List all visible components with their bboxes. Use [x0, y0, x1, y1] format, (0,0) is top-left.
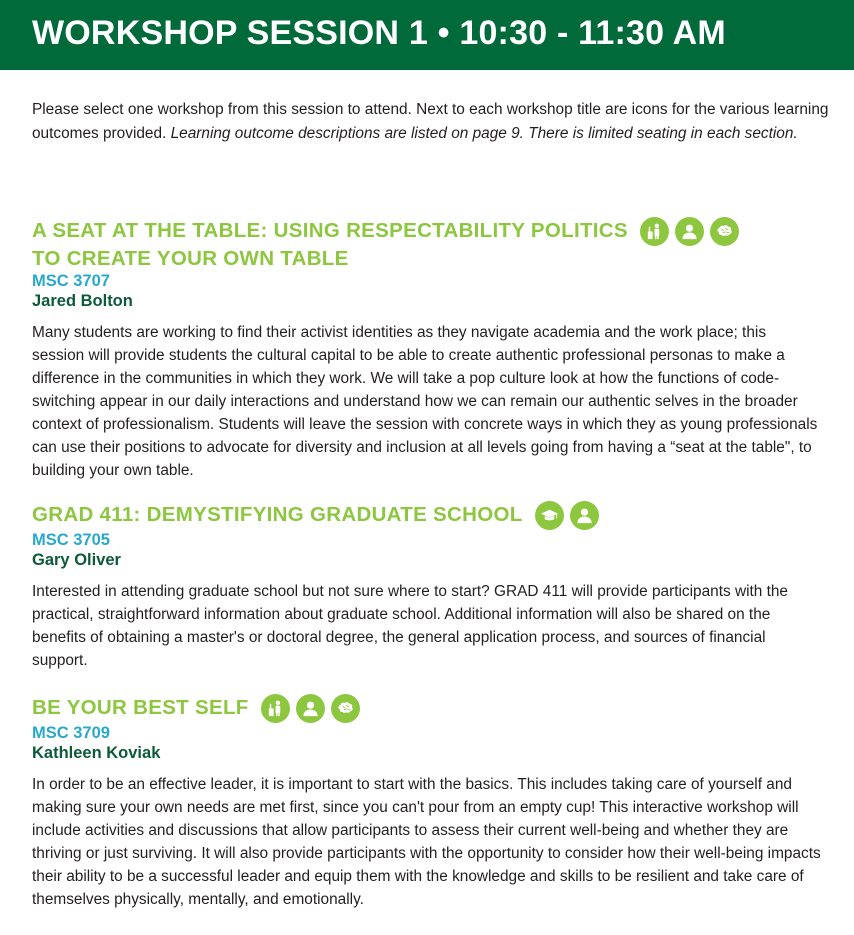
person-icon	[675, 217, 704, 246]
room-number: MSC 3705	[32, 531, 110, 549]
intro-paragraph	[32, 98, 832, 146]
outcome-icons	[640, 217, 739, 246]
presenter-name: Jared Bolton	[32, 292, 133, 310]
brain-icon	[710, 217, 739, 246]
outcome-icons	[261, 694, 360, 723]
outcome-icons	[535, 501, 599, 530]
workshop-title-line: A SEAT AT THE TABLE: USING RESPECTABILITY POLITICS	[32, 219, 628, 242]
page-title: WORKSHOP SESSION 1 • 10:30 - 11:30 AM	[32, 14, 726, 52]
graduation-cap-icon	[535, 501, 564, 530]
intro-emphasis: Learning outcome descriptions are listed on page 9. There is limited seating in each section.	[170, 125, 798, 142]
leadership-icon	[261, 694, 290, 723]
workshop-title	[32, 694, 832, 723]
room-number: MSC 3709	[32, 724, 110, 742]
workshop-title-line: GRAD 411: DEMYSTIFYING GRADUATE SCHOOL	[32, 503, 523, 526]
workshop-title-line: TO CREATE YOUR OWN TABLE	[32, 247, 349, 270]
presenter-name: Gary Oliver	[32, 551, 121, 569]
brain-icon	[331, 694, 360, 723]
person-icon	[570, 501, 599, 530]
workshop-2	[32, 501, 832, 672]
workshop-title	[32, 501, 832, 530]
workshop-description: Many students are working to find their activist identities as they navigate academia and the work place; this session will provide students the cultural capital to be able to create authentic professional personas to make a difference in the communities in which they work. We will take a pop culture look at how the functions of code-switching appear in our daily interactions and understand how we can remain our authentic selves in the broader context of professionalism. Students will leave the session with concrete ways in which they as young professionals can use their positions to advocate for diversity and inclusion at all levels going from having a “seat at the table", to building your own table.	[32, 324, 818, 479]
workshop-title	[32, 217, 832, 271]
workshop-3	[32, 694, 832, 911]
room-number: MSC 3707	[32, 272, 110, 290]
intro-text: Please select one workshop from this session to attend. Next to each workshop title are icons for the various learning outcomes provided.	[32, 101, 829, 142]
workshop-description: Interested in attending graduate school but not sure where to start? GRAD 411 will provide participants with the practical, straightforward information about graduate school. Additional information will also be shared on the benefits of obtaining a master's or doctoral degree, the general application process, and sources of financial support.	[32, 583, 788, 669]
presenter-name: Kathleen Koviak	[32, 744, 161, 762]
workshop-title-line: BE YOUR BEST SELF	[32, 696, 249, 719]
leadership-icon	[640, 217, 669, 246]
workshop-1	[32, 217, 832, 482]
person-icon	[296, 694, 325, 723]
workshop-description: In order to be an effective leader, it is important to start with the basics. This includes taking care of yourself and making sure your own needs are met first, since you can't pour from an empty cup! This interactive workshop will include activities and discussions that allow participants to assess their current well-being and whether they are thriving or just surviving. It will also provide participants with the opportunity to consider how their well-being impacts their ability to be a successful leader and equip them with the knowledge and skills to be resilient and take care of themselves physically, mentally, and emotionally.	[32, 776, 821, 908]
page-header	[0, 0, 854, 70]
